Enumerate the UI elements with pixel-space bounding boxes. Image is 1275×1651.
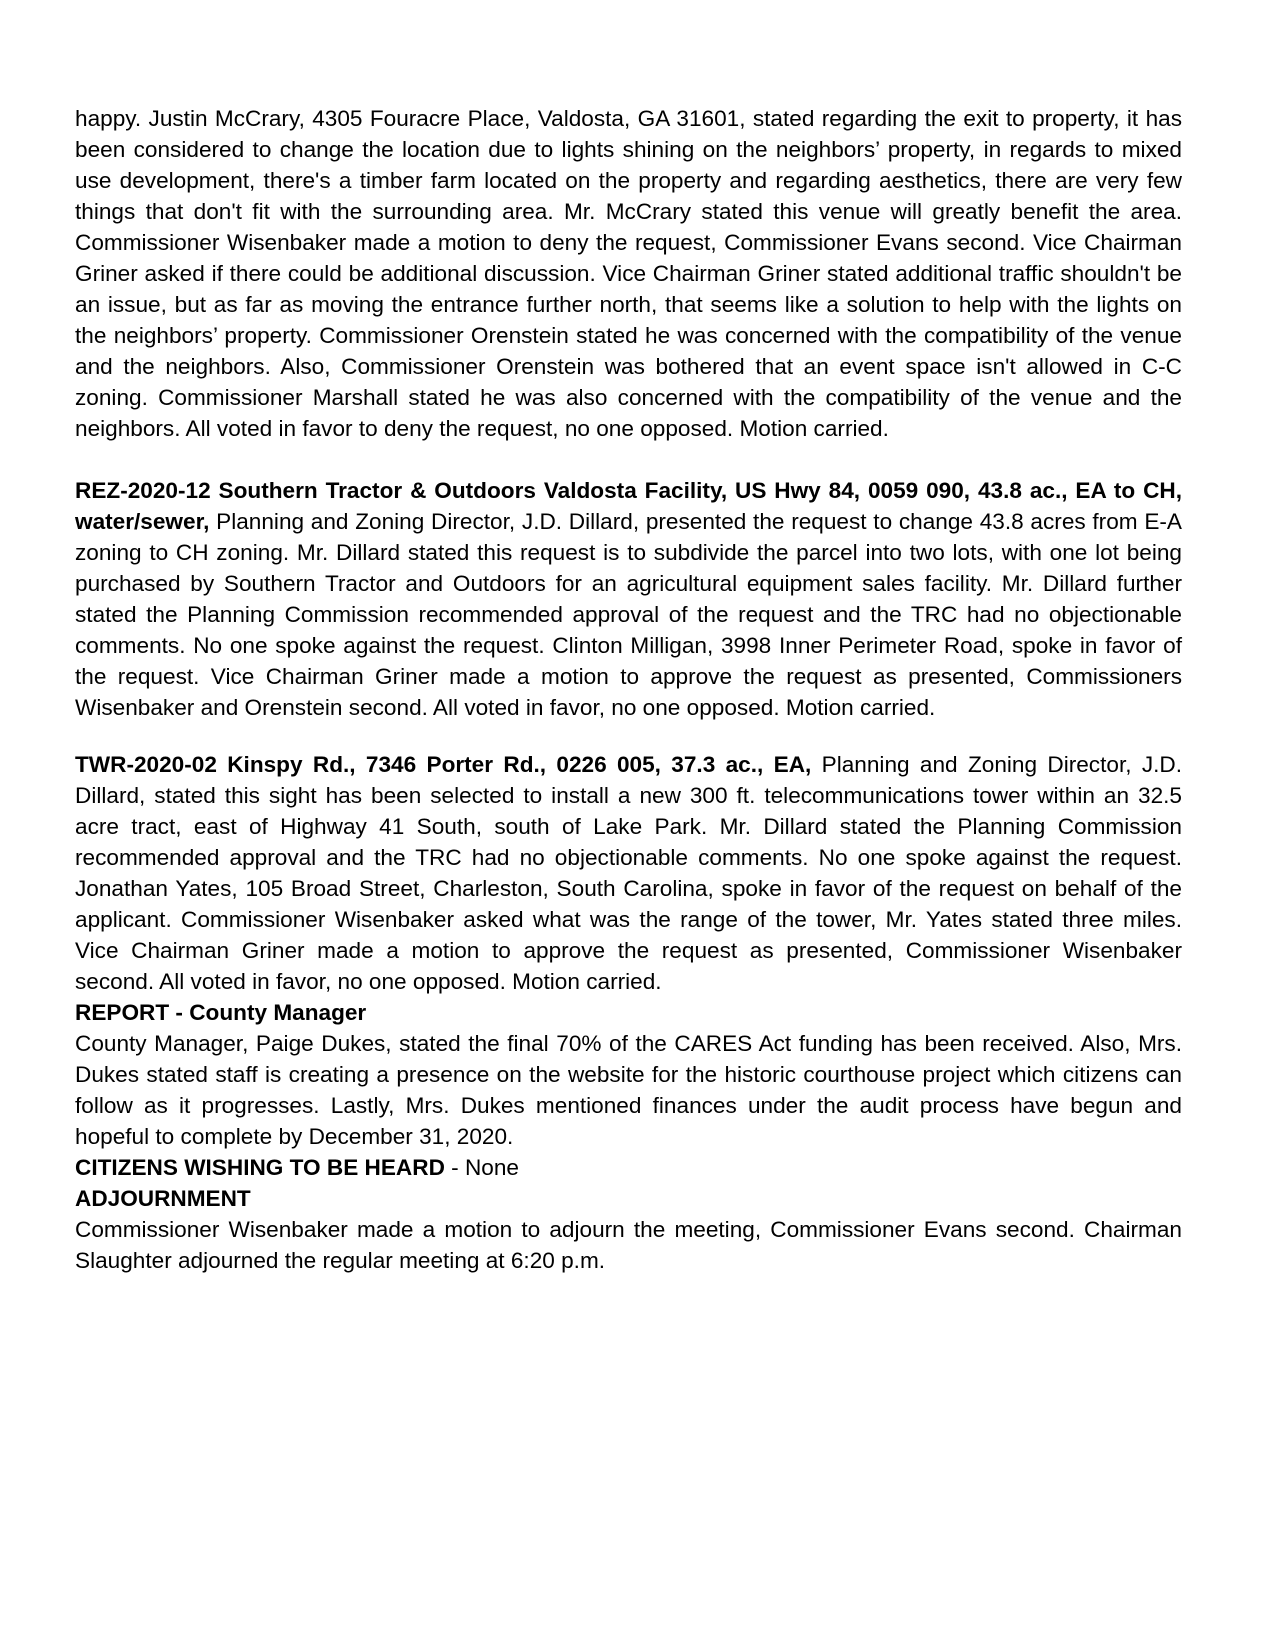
continued-paragraph: happy. Justin McCrary, 4305 Fouracre Place, Valdosta, GA 31601, stated regarding the exit to property, it has been considered to change the location due to lights shining on the neighbors’ property, in regards to mixed use development, there's a timber farm located on the property and regarding aesthetics, there are very few things that don't fit with the surrounding area. Mr. McCrary stated this venue will greatly benefit the area. Commissioner Wisenbaker made a motion to deny the request, Commissioner Evans second. Vice Chairman Griner asked if there could be additional discussion. Vice Chairman Griner stated additional traffic shouldn't be an issue, but as far as moving the entrance further north, that seems like a solution to help with the lights on the neighbors’ property. Commissioner Orenstein stated he was concerned with the compatibility of the venue and the neighbors. Also, Commissioner Orenstein was bothered that an event space isn't allowed in C-C zoning. Commissioner Marshall stated he was also concerned with the compatibility of the venue and the neighbors. All voted in favor to deny the request, no one opposed. Motion carried.	[75, 106, 1182, 441]
citizens-heading: CITIZENS WISHING TO BE HEARD	[75, 1155, 445, 1180]
rez-item	[75, 475, 1182, 723]
adjournment-body: Commissioner Wisenbaker made a motion to adjourn the meeting, Commissioner Evans second. Chairman Slaughter adjourned the regular meeting at 6:20 p.m.	[75, 1217, 1182, 1273]
citizens-value: - None	[444, 1155, 519, 1180]
report-body: County Manager, Paige Dukes, stated the final 70% of the CARES Act funding has been received. Also, Mrs. Dukes stated staff is creating a presence on the website for the historic courthouse project which citizens can follow as it progresses. Lastly, Mrs. Dukes mentioned finances under the audit process have begun and hopeful to complete by December 31, 2020.	[75, 1031, 1182, 1149]
document-page	[75, 103, 1182, 1276]
twr-item-title: TWR-2020-02 Kinspy Rd., 7346 Porter Rd., 0226 005, 37.3 ac., EA,	[75, 752, 812, 777]
adjournment-heading: ADJOURNMENT	[75, 1186, 251, 1211]
twr-item	[75, 749, 1182, 997]
report-heading: REPORT - County Manager	[75, 1000, 367, 1025]
citizens-line	[75, 1152, 1182, 1183]
rez-item-title: REZ-2020-12 Southern Tractor & Outdoors Valdosta Facility, US Hwy 84, 0059 090, 43.8 ac., EA to CH, water/sewer,	[75, 478, 1182, 534]
twr-item-body: Planning and Zoning Director, J.D. Dillard, stated this sight has been selected to install a new 300 ft. telecommunications tower within an 32.5 acre tract, east of Highway 41 South, south of Lake Park. Mr. Dillard stated the Planning Commission recommended approval and the TRC had no objectionable comments. No one spoke against the request. Jonathan Yates, 105 Broad Street, Charleston, South Carolina, spoke in favor of the request on behalf of the applicant. Commissioner Wisenbaker asked what was the range of the tower, Mr. Yates stated three miles. Vice Chairman Griner made a motion to approve the request as presented, Commissioner Wisenbaker second. All voted in favor, no one opposed. Motion carried.	[75, 752, 1183, 994]
rez-item-body: Planning and Zoning Director, J.D. Dillard, presented the request to change 43.8 acres from E-A zoning to CH zoning. Mr. Dillard stated this request is to subdivide the parcel into two lots, with one lot being purchased by Southern Tractor and Outdoors for an agricultural equipment sales facility. Mr. Dillard further stated the Planning Commission recommended approval of the request and the TRC had no objectionable comments. No one spoke against the request. Clinton Milligan, 3998 Inner Perimeter Road, spoke in favor of the request. Vice Chairman Griner made a motion to approve the request as presented, Commissioners Wisenbaker and Orenstein second. All voted in favor, no one opposed. Motion carried.	[75, 509, 1182, 720]
